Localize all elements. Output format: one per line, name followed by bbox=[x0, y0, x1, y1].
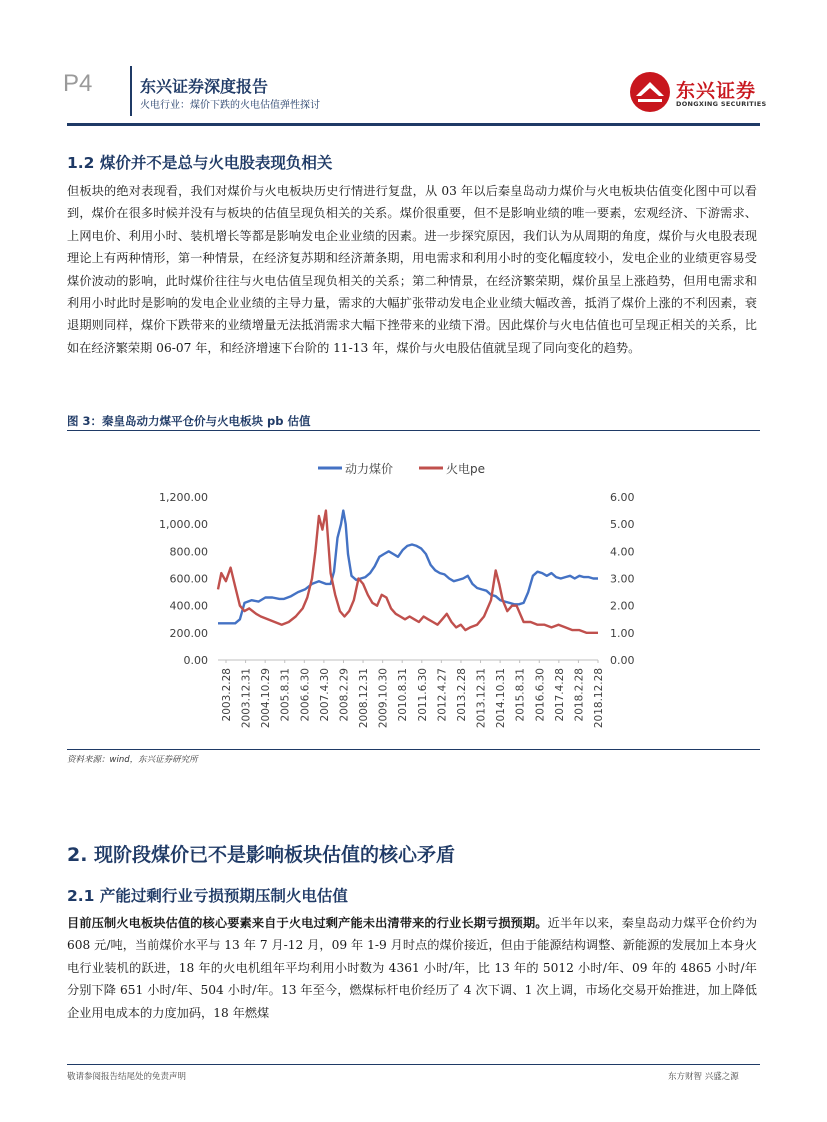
figure-bottom-rule bbox=[67, 749, 760, 750]
logo-text: 东兴证券 bbox=[676, 80, 757, 102]
lead-bold-sentence: 目前压制火电板块估值的核心要素来自于火电过剩产能未出清带来的行业长期亏损预期。 bbox=[67, 916, 548, 930]
y-right-tick-label: 1.00 bbox=[610, 626, 635, 640]
y-left-tick-label: 600.00 bbox=[169, 572, 208, 586]
header-rule bbox=[67, 123, 760, 126]
section-2-1-paragraph bbox=[67, 912, 757, 1024]
figure-title: 图 3：秦皇岛动力煤平仓价与火电板块 pb 估值 bbox=[67, 414, 311, 428]
y-left-tick-label: 1,000.00 bbox=[159, 518, 208, 532]
legend bbox=[318, 461, 485, 476]
y-left-tick-label: 1,200.00 bbox=[159, 491, 208, 504]
figure-source: 资料来源：wind，东兴证券研究所 bbox=[67, 755, 198, 765]
y-right-tick-label: 4.00 bbox=[610, 545, 635, 559]
section-heading-2: 2. 现阶段煤价已不是影响板块估值的核心矛盾 bbox=[67, 844, 456, 866]
x-tick-label: 2015.8.31 bbox=[514, 668, 527, 722]
x-tick-label: 2008.12.31 bbox=[358, 668, 371, 729]
legend-label-pe: 火电pe bbox=[446, 462, 486, 476]
footer-rule bbox=[67, 1064, 760, 1065]
x-tick-label: 2007.4.30 bbox=[318, 668, 331, 722]
x-tick-label: 2017.4.28 bbox=[553, 668, 566, 722]
x-tick-label: 2010.8.31 bbox=[397, 668, 410, 722]
x-tick-label: 2003.2.28 bbox=[221, 668, 233, 722]
coal-price-pe-chart bbox=[140, 452, 660, 747]
y-left-tick-label: 800.00 bbox=[169, 545, 208, 559]
y-left-tick-label: 400.00 bbox=[169, 599, 208, 613]
x-tick-label: 2008.2.29 bbox=[338, 668, 351, 722]
x-tick-label: 2018.12.28 bbox=[593, 668, 605, 729]
legend-label-coal: 动力煤价 bbox=[345, 462, 394, 476]
x-tick-label: 2009.10.30 bbox=[377, 668, 390, 729]
y-right-tick-label: 6.00 bbox=[610, 491, 635, 504]
chart-axes bbox=[159, 491, 634, 728]
section-1-2-paragraph: 但板块的绝对表现看，我们对煤价与火电板块历史行情进行复盘，从 03 年以后秦皇岛动力煤价与火电板块估值变化图中可以看到，煤价在很多时候并没有与板块的估值呈现负相关的关系。煤价很重要，但不是影响业绩的唯一要素，宏观经济、下游需求、上网电价、利用小时、装机增长等都是影响发电企业业绩的因素。进一步探究原因，我们认为从周期的角度，煤价与火电股表现理论上有两种情形，第一种情景，在经济复苏期和经济萧条期，用电需求和利用小时的变化幅度较小，发电企业的业绩更容易受煤价波动的影响，此时煤价往往与火电估值呈现负相关的关系；第二种情景，在经济繁荣期，煤价虽呈上涨趋势，但用电需求和利用小时此时是影响的发电企业业绩的主导力量，需求的大幅扩张带动发电企业业绩大幅改善，抵消了煤价上涨的不利因素，衰退期则同样，煤价下跌带来的业绩增量无法抵消需求大幅下挫带来的业绩下滑。因此煤价与火电估值也可呈现正相关的关系，比如在经济繁荣期 06-07 年，和经济增速下台阶的 11-13 年，煤价与火电股估值就呈现了同向变化的趋势。 bbox=[67, 184, 757, 355]
y-right-tick-label: 0.00 bbox=[610, 654, 635, 667]
report-title: 东兴证券深度报告 bbox=[140, 77, 269, 96]
header-divider bbox=[130, 66, 132, 116]
y-right-tick-label: 3.00 bbox=[610, 572, 635, 586]
y-right-tick-label: 5.00 bbox=[610, 518, 635, 532]
logo-english: DONGXING SECURITIES bbox=[676, 100, 767, 108]
x-tick-label: 2011.6.30 bbox=[416, 668, 429, 722]
x-tick-label: 2013.12.31 bbox=[475, 668, 488, 729]
section-heading-1-2: 1.2 煤价并不是总与火电股表现负相关 bbox=[67, 154, 333, 172]
figure-top-rule bbox=[67, 430, 760, 431]
x-tick-label: 2018.2.28 bbox=[573, 668, 586, 722]
x-tick-label: 2004.10.29 bbox=[260, 668, 273, 729]
y-left-tick-label: 200.00 bbox=[169, 626, 208, 640]
x-tick-label: 2013.2.28 bbox=[455, 668, 468, 722]
chart-series bbox=[218, 511, 598, 633]
page-number: P4 bbox=[63, 70, 93, 97]
section-2-1-body: 近半年以来，秦皇岛动力煤平仓价约为 608 元/吨，当前煤价水平与 13 年 7 月-12 月，09 年 1-9 月时点的煤价接近，但由于能源结构调整、新能源的发展加上本身火电行业装机的跃进，18 年的火电机组年平均利用小时数为 4361 小时/年，比 13 年的 5012 小时/年、09 年的 4865 小时/年分别下降 651 小时/年、504 小时/年。13 年至今，燃煤标杆电价经历了 4 次下调、1 次上调，市场化交易开始推进，加上降低企业用电成本的力度加码，18 年燃煤 bbox=[67, 916, 758, 1020]
y-right-tick-label: 2.00 bbox=[610, 599, 635, 613]
series-line-coal-price bbox=[218, 511, 598, 624]
x-tick-label: 2012.4.27 bbox=[436, 668, 449, 722]
x-tick-label: 2003.12.31 bbox=[240, 668, 253, 729]
x-tick-label: 2006.6.30 bbox=[299, 668, 312, 722]
x-tick-label: 2014.10.31 bbox=[495, 668, 508, 729]
y-left-tick-label: 0.00 bbox=[183, 654, 208, 667]
footer-disclaimer: 敬请参阅报告结尾处的免责声明 bbox=[67, 1072, 187, 1082]
footer-slogan: 东方财智 兴盛之源 bbox=[668, 1072, 739, 1082]
section-heading-2-1: 2.1 产能过剩行业亏损预期压制火电估值 bbox=[67, 887, 348, 905]
report-subtitle: 火电行业：煤价下跌的火电估值弹性探讨 bbox=[140, 100, 320, 111]
x-tick-label: 2005.8.31 bbox=[279, 668, 292, 722]
x-tick-label: 2016.6.30 bbox=[534, 668, 547, 722]
